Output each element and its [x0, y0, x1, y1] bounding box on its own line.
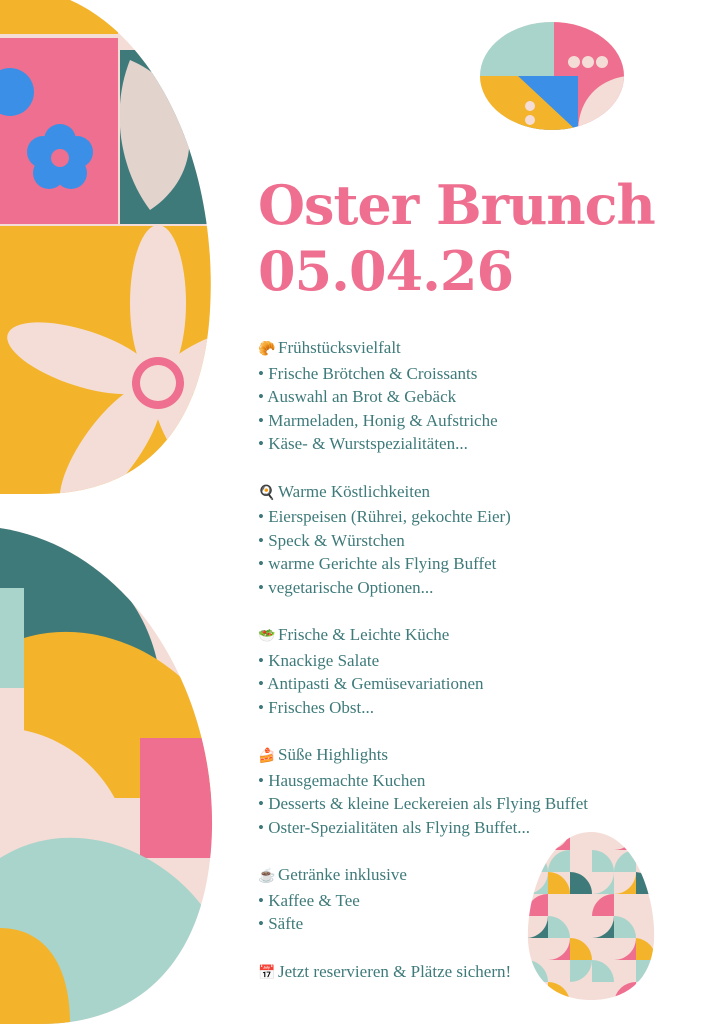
- page-title: [258, 172, 708, 304]
- coffee-icon: ☕: [258, 869, 276, 884]
- list-item: • Kaffee & Tee: [258, 890, 360, 910]
- section-heading: 🥐 Frühstücksvielfalt: [258, 336, 698, 362]
- calendar-icon: 📅: [258, 965, 276, 981]
- egg-decoration-bottom-left: [0, 528, 216, 1024]
- section-heading: 🥗 Frische & Leichte Küche: [258, 623, 698, 649]
- section-suess: [258, 743, 698, 839]
- section-warm: [258, 480, 698, 600]
- list-item: • Auswahl an Brot & Gebäck: [258, 387, 457, 406]
- cake-icon: 🍰: [258, 749, 276, 764]
- list-item: • Speck & Würstchen: [258, 530, 405, 550]
- list-item: • Frische Brötchen & Croissants: [258, 363, 478, 383]
- list-item: • Marmeladen, Honig & Aufstriche: [258, 410, 498, 430]
- section-fruehstueck: [258, 336, 698, 456]
- section-heading: ☕ Getränke inklusive: [258, 863, 698, 889]
- list-item: • Oster-Spezialitäten als Flying Buffet...: [258, 817, 531, 837]
- list-item: • Eierspeisen (Rührei, gekochte Eier): [258, 507, 511, 526]
- list-item: • Antipasti & Gemüsevariationen: [258, 674, 484, 693]
- egg-decoration-top-right: [478, 20, 626, 132]
- list-item: • warme Gerichte als Flying Buffet: [258, 554, 497, 573]
- title-line-event: Oster Brunch: [258, 173, 655, 237]
- list-item: • vegetarische Optionen...: [258, 577, 434, 597]
- list-item: • Knackige Salate: [258, 650, 380, 670]
- list-item: • Hausgemachte Kuchen: [258, 770, 426, 790]
- section-heading: 🍰 Süße Highlights: [258, 743, 698, 769]
- list-item: • Säfte: [258, 914, 304, 933]
- list-item: • Desserts & kleine Leckereien als Flying Buffet: [258, 794, 588, 813]
- salad-icon: 🥗: [258, 629, 276, 644]
- section-frisch: [258, 623, 698, 719]
- list-item: • Käse- & Wurstspezialitäten...: [258, 434, 468, 453]
- reservation-note: 📅 Jetzt reservieren & Plätze sichern!: [258, 960, 698, 986]
- menu-list: [258, 336, 698, 985]
- croissant-icon: 🥐: [258, 342, 276, 357]
- title-line-date: 05.04.26: [258, 239, 514, 303]
- section-heading: 🍳 Warme Köstlichkeiten: [258, 480, 698, 506]
- egg-decoration-top-left: [0, 0, 218, 494]
- list-item: • Frisches Obst...: [258, 697, 374, 717]
- frying-pan-icon: 🍳: [258, 485, 276, 501]
- section-getraenke: [258, 863, 698, 936]
